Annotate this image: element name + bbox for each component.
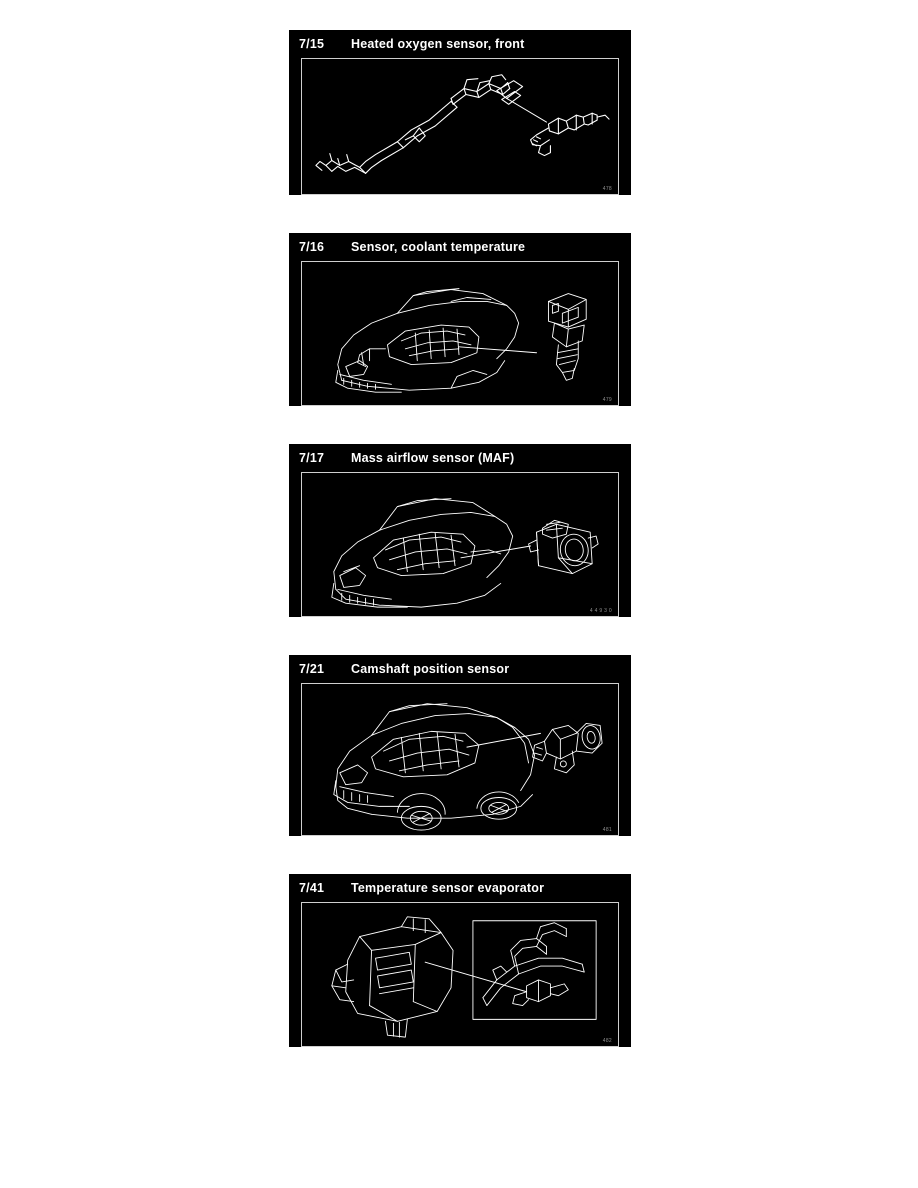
engine-bay-with-mass-airflow-sensor-illustration xyxy=(302,473,618,616)
figure-corner-code: 478 xyxy=(602,186,612,192)
figure-list xyxy=(289,30,631,1085)
figure-corner-code: 482 xyxy=(602,1038,612,1044)
engine-bay-with-coolant-temperature-sensor-illustration xyxy=(302,262,618,405)
figure-image-frame xyxy=(301,902,619,1047)
figure-number: 7/16 xyxy=(299,240,325,254)
figure-corner-code: 4 4 9 3 0 xyxy=(589,608,612,614)
figure-panel xyxy=(289,444,631,617)
figure-panel xyxy=(289,874,631,1047)
figure-corner-code: 479 xyxy=(602,397,612,403)
exhaust-manifold-with-front-oxygen-sensor-illustration xyxy=(302,59,618,194)
figure-panel xyxy=(289,30,631,195)
figure-panel xyxy=(289,233,631,406)
figure-header xyxy=(289,30,631,58)
figure-title: Heated oxygen sensor, front xyxy=(351,37,525,51)
figure-header xyxy=(289,444,631,472)
figure-number: 7/17 xyxy=(299,451,325,465)
figure-image-frame xyxy=(301,58,619,195)
figure-title: Camshaft position sensor xyxy=(351,662,510,676)
figure-panel xyxy=(289,655,631,836)
figure-number: 7/15 xyxy=(299,37,325,51)
figure-corner-code: 481 xyxy=(602,827,612,833)
figure-title: Sensor, coolant temperature xyxy=(351,240,526,254)
figure-image-frame xyxy=(301,683,619,836)
figure-number: 7/41 xyxy=(299,881,325,895)
figure-image-frame xyxy=(301,261,619,406)
hvac-housing-with-evaporator-temperature-sensor-illustration xyxy=(302,903,618,1046)
figure-header xyxy=(289,233,631,261)
figure-image-frame xyxy=(301,472,619,617)
figure-header xyxy=(289,655,631,683)
figure-header xyxy=(289,874,631,902)
vehicle-front-with-camshaft-position-sensor-illustration xyxy=(302,684,618,835)
figure-number: 7/21 xyxy=(299,662,325,676)
figure-title: Mass airflow sensor (MAF) xyxy=(351,451,515,465)
figure-title: Temperature sensor evaporator xyxy=(351,881,545,895)
